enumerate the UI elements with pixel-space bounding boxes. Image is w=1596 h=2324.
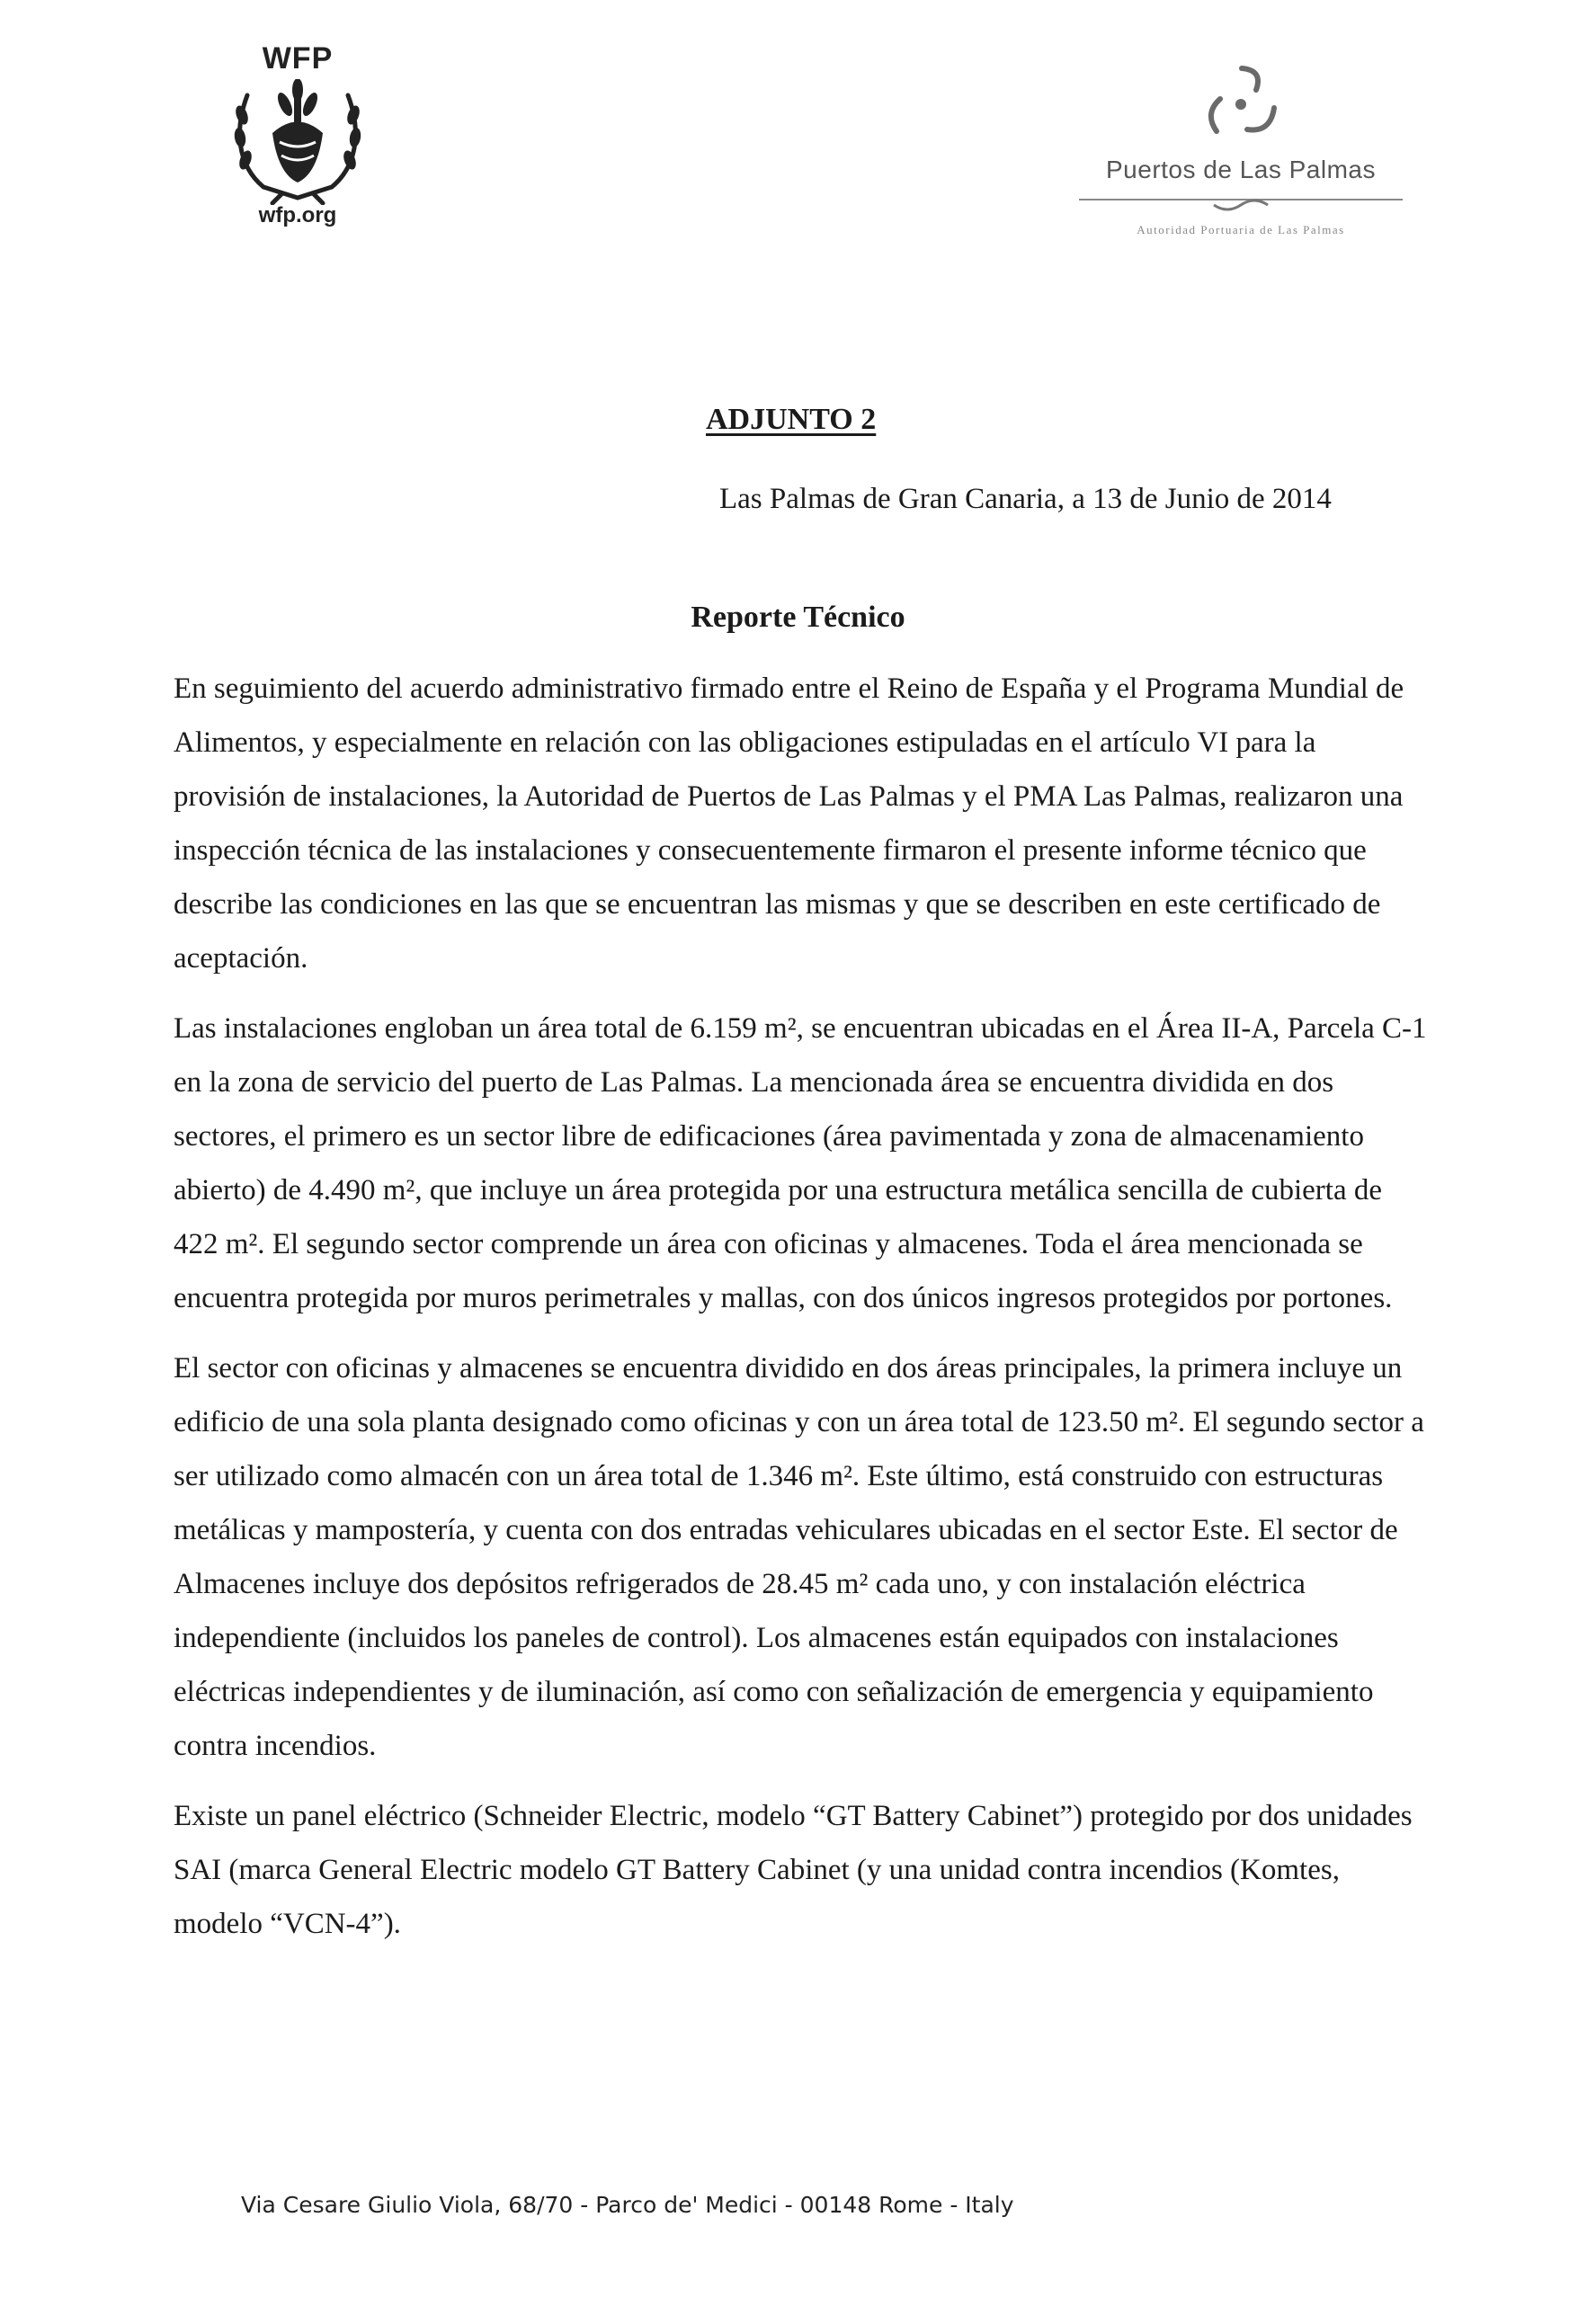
swirl-icon — [1200, 61, 1281, 147]
document-title: Reporte Técnico — [691, 601, 905, 634]
wheat-wreath-icon — [227, 79, 368, 205]
paragraph-2: Las instalaciones engloban un área total de 6.159 m², se encuentran ubicadas en el Área II-A, Parcela C-1 en la zona de servicio del puerto de Las Palmas. La mencionada área se encuentra dividida en dos sectores, el primero es un sector libre de edificaciones (área pavimentada y zona de almacenamiento abierto) de 4.490 m², que incluye un área protegida por una estructura metálica sencilla de cubierta de 422 m². El segundo sector comprende un área con oficinas y almacenes. Toda el área mencionada se encuentra protegida por muros perimetrales y mallas, con dos únicos ingresos protegidos por portones. — [174, 1012, 1427, 1314]
paragraph-3: El sector con oficinas y almacenes se encuentra dividido en dos áreas principales, la primera incluye un edificio de una sola planta designado como oficinas y con un área total de 123.50 m². El segundo sector a ser utilizado como almacén con un área total de 1.346 m². Este último, está construido con estructuras metálicas y mampostería, y cuenta con dos entradas vehiculares ubicadas en el sector Este. El sector de Almacenes incluye dos depósitos refrigerados de 28.45 m² cada uno, y con instalación eléctrica independiente (incluidos los paneles de control). Los almacenes están equipados con instalaciones eléctricas independientes y de iluminación, así como con señalización de emergencia y equipamiento contra incendios. — [174, 1352, 1424, 1762]
port-name: Puertos de Las Palmas — [1106, 156, 1376, 183]
port-subtitle: Autoridad Portuaria de Las Palmas — [1137, 223, 1345, 236]
wfp-logo — [212, 41, 383, 239]
place-date: Las Palmas de Gran Canaria, a 13 de Junio de 2014 — [719, 483, 1332, 515]
port-authority-logo — [1061, 61, 1421, 250]
attachment-label: ADJUNTO 2 — [706, 403, 877, 436]
paragraph-4: Existe un panel eléctrico (Schneider Electric, modelo “GT Battery Cabinet”) protegido por dos unidades SAI (marca General Electric modelo GT Battery Cabinet (y una unidad contra incendios (Komtes, modelo “VCN-4”). — [174, 1800, 1413, 1940]
wave-divider-icon — [1079, 194, 1403, 216]
document-body — [174, 662, 1431, 1967]
wfp-logo-url: wfp.org — [258, 203, 337, 227]
paragraph-1: En seguimiento del acuerdo administrativo firmado entre el Reino de España y el Programa Mundial de Alimentos, y especialmente en relación con las obligaciones estipuladas en el artículo VI para la provisión de instalaciones, la Autoridad de Puertos de Las Palmas y el PMA Las Palmas, realizaron una inspección técnica de las instalaciones y consecuentemente firmaron el presente informe técnico que describe las condiciones en las que se encuentran las mismas y que se describen en este certificado de aceptación. — [174, 672, 1404, 975]
footer-address: Via Cesare Giulio Viola, 68/70 - Parco de' Medici - 00148 Rome - Italy — [241, 2192, 1014, 2218]
wfp-logo-title: WFP — [262, 41, 334, 76]
